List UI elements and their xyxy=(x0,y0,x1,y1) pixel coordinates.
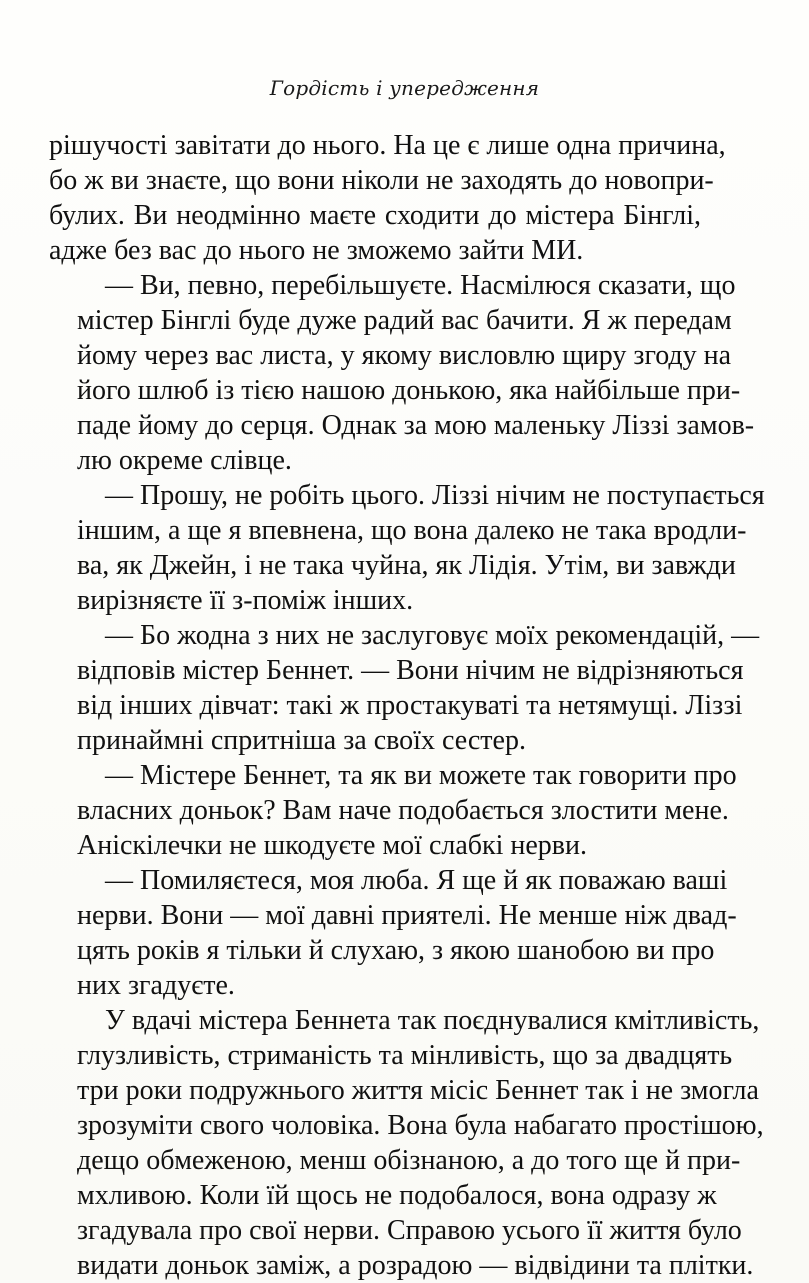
text-line: його шлюб із тією нашою донькою, яка найбільше при- xyxy=(77,375,741,406)
text-line: паде йому до серця. Однак за мою маленьку Ліззі замов- xyxy=(77,410,755,441)
text-line: принаймні спритніша за своїх сестер. xyxy=(77,725,526,756)
text-line: згадувала про свої нерви. Справою усього її життя було xyxy=(77,1215,742,1246)
text-line: містер Бінглі буде дуже радий вас бачити. Я ж передам xyxy=(77,305,732,336)
text-line: лю окреме слівце. xyxy=(77,445,292,476)
paragraph-5 xyxy=(49,758,737,863)
text-line: Аніскілечки не шкодуєте мої слабкі нерви. xyxy=(77,830,588,861)
text-line: дещо обмеженою, менш обізнаною, а до того ще й при- xyxy=(77,1145,741,1176)
text-line: — Ви, певно, перебільшуєте. Насмілюся сказати, що xyxy=(105,270,736,301)
paragraph-2 xyxy=(49,268,755,478)
running-head-title: Гордість і упередження xyxy=(269,76,540,100)
text-line: — Прошу, не робіть цього. Ліззі нічим не поступається xyxy=(105,480,765,511)
text-line: нерви. Вони — мої давні приятелі. Не менше ніж двад- xyxy=(77,900,737,931)
paragraph-1 xyxy=(49,128,726,268)
text-line: вирізняєте її з-поміж інших. xyxy=(77,585,414,616)
paragraph-6 xyxy=(49,863,737,1003)
text-line: рішучості завітати до нього. На це є лише одна причина, xyxy=(49,130,726,161)
text-line: власних доньок? Вам наче подобається злостити мене. xyxy=(77,795,729,826)
text-line: цять років я тільки й слухаю, з якою шанобою ви про xyxy=(77,935,715,966)
text-line: іншим, а ще я впевнена, що вона далеко не така вродли- xyxy=(77,515,747,546)
text-line: ва, як Джейн, і не така чуйна, як Лідія. Утім, ви завжди xyxy=(77,550,736,581)
paragraph-7 xyxy=(49,1003,764,1283)
paragraph-3 xyxy=(49,478,765,618)
text-line: відповів містер Беннет. — Вони нічим не відрізняються xyxy=(77,655,744,686)
text-line: мхливою. Коли їй щось не подобалося, вона одразу ж xyxy=(77,1180,717,1211)
text-line: У вдачі містера Беннета так поєднувалися кмітливість, xyxy=(105,1005,760,1036)
text-line: — Містере Беннет, та як ви можете так говорити про xyxy=(105,760,737,791)
body-text xyxy=(49,128,765,1283)
text-line: — Бо жодна з них не заслуговує моїх рекомендацій, — xyxy=(105,620,760,651)
text-line: глузливість, стриманість та мінливість, що за двадцять xyxy=(77,1040,733,1071)
text-line: булих. Ви неодмінно маєте сходити до містера Бінглі, xyxy=(49,200,701,231)
text-line: йому через вас листа, у якому висловлю щиру згоду на xyxy=(77,340,732,371)
text-line: них згадуєте. xyxy=(77,970,235,1001)
paragraph-4 xyxy=(49,618,760,758)
text-line: видати доньок заміж, а розрадою — відвідини та плітки. xyxy=(77,1250,754,1281)
text-line: бо ж ви знаєте, що вони ніколи не заходять до новопри- xyxy=(49,165,714,196)
text-line: адже без вас до нього не зможемо зайти МИ. xyxy=(49,235,584,266)
text-line: від інших дівчат: такі ж простакуваті та нетямущі. Ліззі xyxy=(77,690,743,721)
text-line: зрозуміти свого чоловіка. Вона була набагато простішою, xyxy=(77,1110,764,1141)
text-line: три роки подружнього життя місіс Беннет так і не змогла xyxy=(77,1075,759,1106)
text-line: — Помиляєтеся, моя люба. Я ще й як поважаю ваші xyxy=(105,865,728,896)
